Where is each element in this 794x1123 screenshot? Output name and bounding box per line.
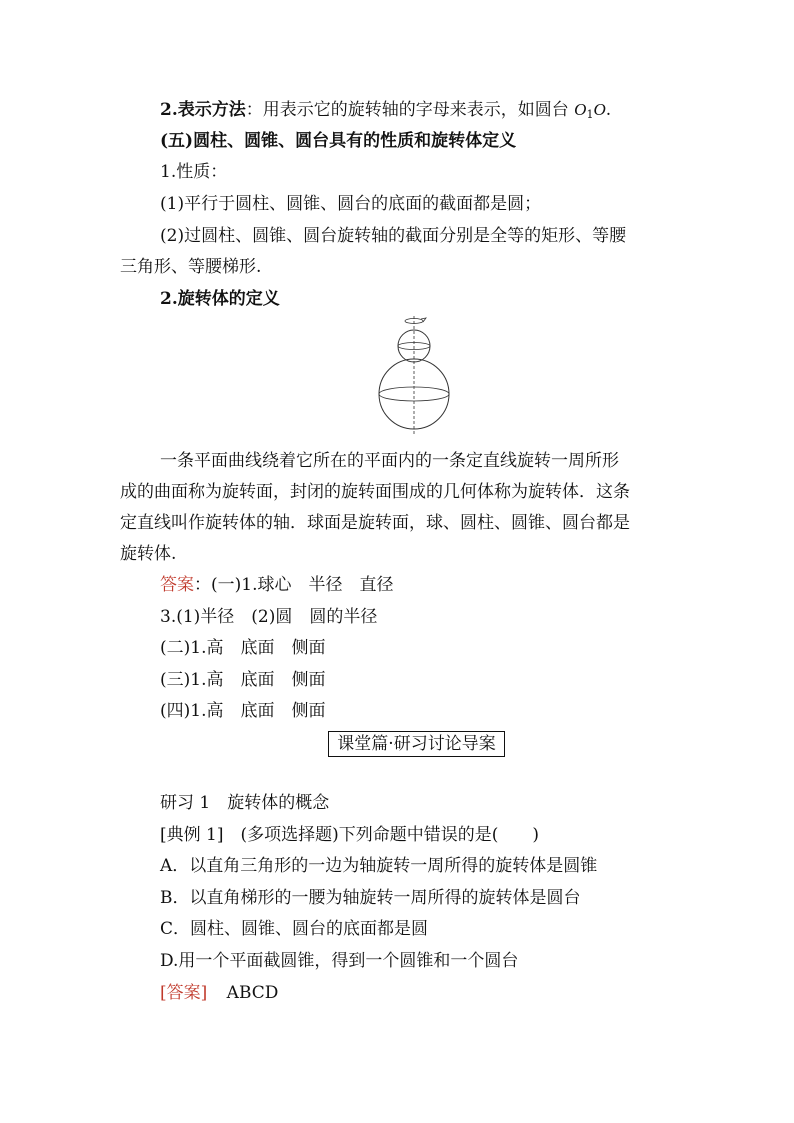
option-b: B．以直角梯形的一腰为轴旋转一周所得的旋转体是圆台 xyxy=(160,888,581,908)
gourd-solid-of-revolution-figure xyxy=(372,316,456,436)
answer-line-4: (三)1.高 底面 侧面 xyxy=(160,670,326,690)
line-end-period: . xyxy=(605,100,612,120)
study-answer-line xyxy=(160,982,278,1004)
example-question: [典例 1] (多项选择题)下列命题中错误的是( ) xyxy=(160,825,540,845)
answer-line-3: (二)1.高 底面 侧面 xyxy=(160,638,326,658)
definition-paragraph-line-1: 一条平面曲线绕着它所在的平面内的一条定直线旋转一周所形 xyxy=(160,451,619,471)
property-item-2-line-1: (2)过圆柱、圆锥、圆台旋转轴的截面分别是全等的矩形、等腰 xyxy=(160,226,627,246)
study-answer-label: [答案] xyxy=(160,983,208,1003)
answer-line-1-text: ：(一)1.球心 半径 直径 xyxy=(194,575,394,595)
representation-method-text: ：用表示它的旋转轴的字母来表示，如圆台 xyxy=(245,100,569,120)
definition-paragraph-line-2: 成的曲面称为旋转面，封闭的旋转面围成的几何体称为旋转体．这条 xyxy=(120,482,630,502)
study-title: 研习 1 旋转体的概念 xyxy=(160,793,330,813)
definition-title: 2.旋转体的定义 xyxy=(160,289,280,309)
properties-title: 1.性质： xyxy=(160,162,228,182)
symbol-subscript: 1 xyxy=(586,108,594,121)
option-a: A．以直角三角形的一边为轴旋转一周所得的旋转体是圆锥 xyxy=(160,856,598,876)
representation-method-lead: 2.表示方法 xyxy=(160,100,246,120)
definition-paragraph-line-3: 定直线叫作旋转体的轴．球面是旋转面，球、圆柱、圆锥、圆台都是 xyxy=(120,513,630,533)
option-d: D.用一个平面截圆锥，得到一个圆锥和一个圆台 xyxy=(160,951,519,971)
section-five-heading: (五)圆柱、圆锥、圆台具有的性质和旋转体定义 xyxy=(160,131,517,151)
definition-paragraph-line-4: 旋转体. xyxy=(120,544,177,564)
section-box-title: 课堂篇·研习讨论导案 xyxy=(328,731,505,757)
symbol-o: O xyxy=(593,100,606,119)
answer-line-1 xyxy=(160,574,393,596)
answer-label: 答案 xyxy=(160,575,194,595)
property-item-2-line-2: 三角形、等腰梯形. xyxy=(120,257,262,277)
answer-line-2: 3.(1)半径 (2)圆 圆的半径 xyxy=(160,607,378,627)
symbol-o1: O xyxy=(574,100,587,119)
option-c: C．圆柱、圆锥、圆台的底面都是圆 xyxy=(160,919,429,939)
property-item-1: (1)平行于圆柱、圆锥、圆台的底面的截面都是圆； xyxy=(160,194,542,214)
representation-method-line xyxy=(160,99,611,126)
answer-line-5: (四)1.高 底面 侧面 xyxy=(160,701,326,721)
study-answer-value: ABCD xyxy=(226,983,279,1003)
